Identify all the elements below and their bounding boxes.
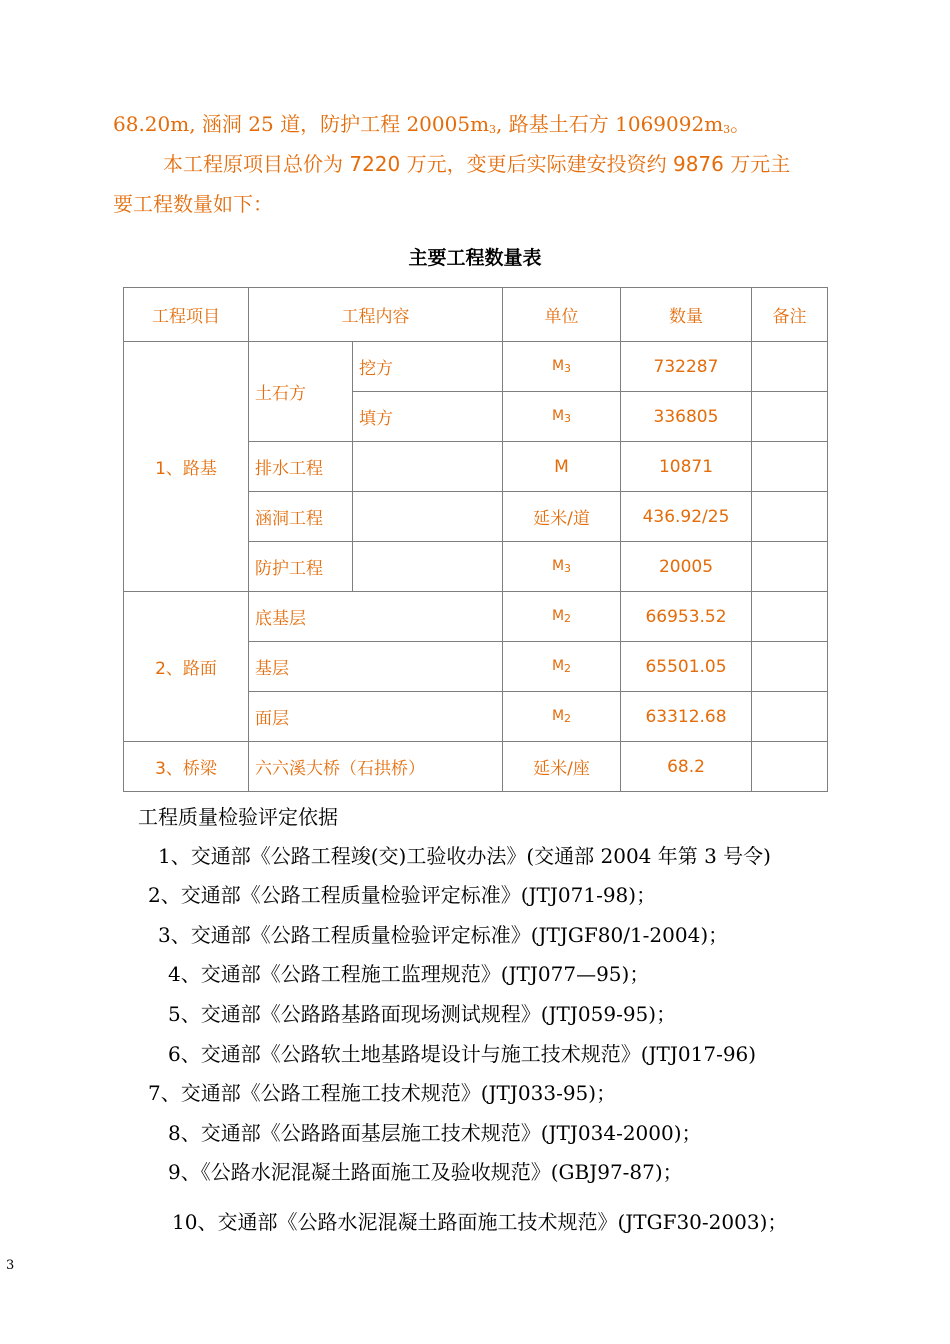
table-row xyxy=(124,742,828,792)
row-content: 涵洞工程 xyxy=(249,492,353,542)
row-unit: 延米/道 xyxy=(503,492,621,542)
row-content: 面层 xyxy=(249,692,503,742)
row-remark xyxy=(752,692,828,742)
intro-line-2: 本工程原项目总价为 7220 万元，变更后实际建安投资约 9876 万元主 xyxy=(163,152,791,176)
row-unit: $M_3$ xyxy=(503,542,621,592)
row-blank xyxy=(353,442,503,492)
row-content: 六六溪大桥（石拱桥） xyxy=(249,742,503,792)
row-remark xyxy=(752,742,828,792)
basis-item-7: 7、交通部《公路工程施工技术规范》(JTJ033-95)； xyxy=(148,1081,617,1105)
intro-line-3: 要工程数量如下： xyxy=(113,192,273,216)
header-content: 工程内容 xyxy=(249,288,503,342)
table-header-row xyxy=(124,288,828,342)
basis-item-1: 1、交通部《公路工程竣(交)工验收办法》(交通部 2004 年第 3 号令) xyxy=(158,844,771,868)
row-remark xyxy=(752,542,828,592)
row-quantity: 66953.52 xyxy=(621,592,752,642)
group-label-pavement: 2、路面 xyxy=(124,592,249,742)
basis-item-4: 4、交通部《公路工程施工监理规范》(JTJ077—95)； xyxy=(168,962,650,986)
row-quantity: 63312.68 xyxy=(621,692,752,742)
quantity-table xyxy=(123,287,828,792)
row-content: 排水工程 xyxy=(249,442,353,492)
basis-item-2: 2、交通部《公路工程质量检验评定标准》(JTJ071-98)； xyxy=(148,883,657,907)
page-number: 3 xyxy=(6,1258,15,1273)
row-content: 挖方 xyxy=(353,342,503,392)
row-quantity: 68.2 xyxy=(621,742,752,792)
group-label-subgrade: 1、路基 xyxy=(124,342,249,592)
basis-heading: 工程质量检验评定依据 xyxy=(138,805,338,829)
header-item: 工程项目 xyxy=(124,288,249,342)
row-unit: $M_2$ xyxy=(503,592,621,642)
basis-item-8: 8、交通部《公路路面基层施工技术规范》(JTJ034-2000)； xyxy=(168,1121,702,1145)
row-unit: M xyxy=(503,442,621,492)
row-content: 填方 xyxy=(353,392,503,442)
header-remark: 备注 xyxy=(752,288,828,342)
group-label-bridge: 3、桥梁 xyxy=(124,742,249,792)
header-quantity: 数量 xyxy=(621,288,752,342)
row-unit: 延米/座 xyxy=(503,742,621,792)
intro-line-1: 68.20m, 涵洞 25 道，防护工程 $20005m_3$, 路基土石方 $1069092m_3$。 xyxy=(113,112,751,136)
row-quantity: 336805 xyxy=(621,392,752,442)
row-quantity: 20005 xyxy=(621,542,752,592)
basis-item-3: 3、交通部《公路工程质量检验评定标准》(JTJGF80/1-2004)； xyxy=(158,923,729,947)
row-blank xyxy=(353,542,503,592)
row-unit: $M_2$ xyxy=(503,642,621,692)
row-quantity: 65501.05 xyxy=(621,642,752,692)
row-remark xyxy=(752,592,828,642)
basis-item-10: 10、交通部《公路水泥混凝土路面施工技术规范》(JTGF30-2003)； xyxy=(172,1210,788,1234)
row-unit: $M_3$ xyxy=(503,342,621,392)
row-remark xyxy=(752,392,828,442)
table-row xyxy=(124,592,828,642)
row-unit: $M_3$ xyxy=(503,392,621,442)
row-content: 防护工程 xyxy=(249,542,353,592)
header-unit: 单位 xyxy=(503,288,621,342)
row-remark xyxy=(752,442,828,492)
basis-item-5: 5、交通部《公路路基路面现场测试规程》(JTJ059-95)； xyxy=(168,1002,677,1026)
row-content: 底基层 xyxy=(249,592,503,642)
row-quantity: 436.92/25 xyxy=(621,492,752,542)
row-blank xyxy=(353,492,503,542)
basis-item-6: 6、交通部《公路软土地基路堤设计与施工技术规范》(JTJ017-96) xyxy=(168,1042,757,1066)
row-remark xyxy=(752,342,828,392)
row-remark xyxy=(752,492,828,542)
table-row xyxy=(124,342,828,392)
table-title: 主要工程数量表 xyxy=(408,247,542,269)
row-remark xyxy=(752,642,828,692)
row-unit: $M_2$ xyxy=(503,692,621,742)
earthwork-label: 土石方 xyxy=(249,342,353,442)
row-content: 基层 xyxy=(249,642,503,692)
basis-item-9: 9、《公路水泥混凝土路面施工及验收规范》(GBJ97-87)； xyxy=(168,1160,683,1184)
row-quantity: 10871 xyxy=(621,442,752,492)
row-quantity: 732287 xyxy=(621,342,752,392)
